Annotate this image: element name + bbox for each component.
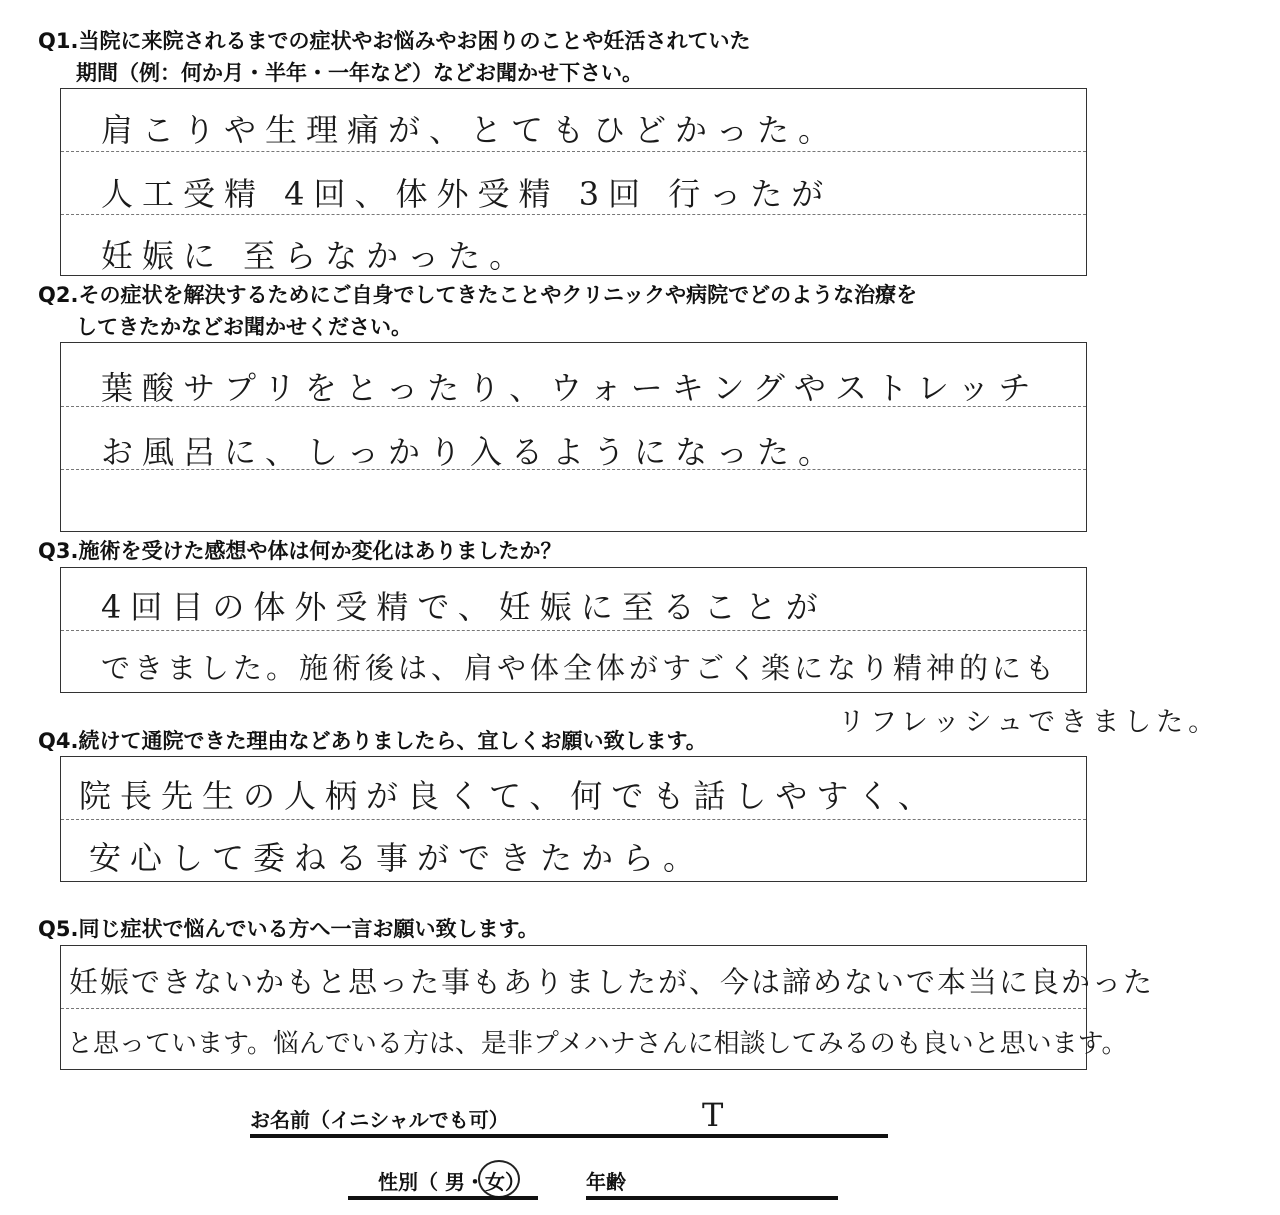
q1-answer-line2: 人工受精 4回、体外受精 3回 行ったが [101,175,833,213]
q2-title-line1: Q2.その症状を解決するためにご自身でしてきたことやクリニックや病院でどのような治療を [38,283,918,307]
q3-title: Q3.施術を受けた感想や体は何か変化はありましたか？ [38,539,562,563]
name-underline [250,1134,888,1138]
q5-answer-box [60,945,1155,1070]
q3-answer-box [60,567,1087,693]
q3-answer-line1: 4回目の体外受精で、妊娠に至ることが [101,588,827,626]
q4-answer-line2: 安心して委ねる事ができたから。 [89,839,705,877]
name-value: T [702,1096,724,1134]
q1-title-line1: Q1.当院に来院されるまでの症状やお悩みやお困りのことや妊活されていた [38,29,751,53]
q4-title: Q4.続けて通院できた理由などありましたら、宜しくお願い致します。 [38,729,707,753]
q5-answer-line2: と思っています。悩んでいる方は、是非プメハナさんに相談してみるのも良いと思います。 [67,1029,1128,1059]
q2-title-line2: してきたかなどお聞かせください。 [76,315,412,339]
q1-answer-box [60,88,1087,276]
q2-answer-line1: 葉酸サプリをとったり、ウォーキングやストレッチ [101,369,1040,407]
q2-answer-line2: お風呂に、しっかり入るようになった。 [101,433,840,471]
q5-answer-line1: 妊娠できないかもと思った事もありましたが、今は諦めないで本当に良かった [69,965,1155,999]
q1-answer-line1: 肩こりや生理痛が、とてもひどかった。 [101,111,840,149]
q2-answer-box [60,342,1087,532]
q3-answer-line2: できました。施術後は、肩や体全体がすごく楽になり精神的にも [101,651,1059,685]
gender-selected-value [486,1166,506,1195]
age-underline [586,1196,838,1200]
name-label: お名前（イニシャルでも可） [250,1108,509,1132]
q5-title: Q5.同じ症状で悩んでいる方へ一言お願い致します。 [38,917,539,941]
q1-answer-line3: 妊娠に 至らなかった。 [101,237,531,275]
q4-answer-line1: 院長先生の人柄が良くて、何でも話しやすく、 [79,777,939,815]
q1-title-line2: 期間（例：何か月・半年・一年など）などお聞かせ下さい。 [76,61,643,85]
gender-underline [348,1196,538,1200]
q4-answer-box [60,756,1087,882]
age-label: 年齢 [586,1170,626,1194]
gender-label: 性別（ 男・女） [378,1170,525,1194]
q3-answer-line3: リフレッシュできました。 [838,707,1221,738]
